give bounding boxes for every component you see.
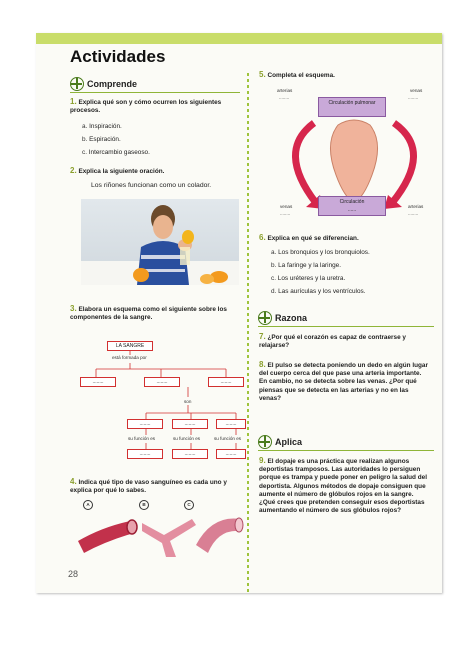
scheme-blank: ........ — [172, 419, 208, 429]
option: a. Los bronquios y los bronquiolos. — [271, 249, 370, 256]
scheme-label: está formada por — [112, 355, 147, 360]
section-underline — [70, 92, 240, 93]
option: a. Inspiración. — [82, 123, 122, 130]
scheme-blank: ........ — [279, 95, 290, 100]
scheme-lines — [76, 351, 246, 461]
option: c. Los uréteres y la uretra. — [271, 275, 346, 282]
scheme-label: venas — [280, 204, 293, 209]
cross-icon — [258, 311, 272, 325]
option: c. Intercambio gaseoso. — [82, 149, 150, 156]
section-title: Razona — [275, 313, 308, 323]
section-razona — [258, 311, 307, 325]
scheme-blank: ........ — [216, 449, 246, 459]
page-number: 28 — [68, 569, 79, 579]
cross-icon — [258, 435, 272, 449]
question-1: 1. Explica qué son y cómo ocurren los siguientes procesos. — [70, 97, 222, 115]
scheme-blank: ........ — [144, 377, 180, 387]
question-7: 7. ¿Por qué el corazón es capaz de contraerse y relajarse? — [259, 332, 406, 350]
scheme-blank: ........ — [408, 211, 419, 216]
question-8: 8. El pulso se detecta poniendo un dedo en algún lugar del cuerpo cerca del que pase una arteria importante. En cambio, no se detecta sobre las venas. ¿Por qué piensas que se detecta en las arterias y no en las venas? — [259, 360, 428, 402]
question-5: 5. Completa el esquema. — [259, 70, 335, 79]
section-title: Comprende — [87, 79, 138, 89]
vessel-label: B — [139, 500, 149, 510]
cross-icon — [70, 77, 84, 91]
circulation-label: Circulación — [339, 199, 365, 205]
scheme-blank: ........ — [280, 211, 291, 216]
question-4: 4. Indica qué tipo de vaso sanguíneo es cada uno y explica por qué lo sabes. — [70, 477, 227, 495]
scheme-label: su función es — [128, 436, 156, 441]
circulation-blank: ...... — [347, 207, 357, 213]
scheme-label: arterias — [277, 88, 293, 93]
question-9: 9. El dopaje es una práctica que realizan algunos deportistas tramposos. Las autoridades lo persiguen porque es trampa y puede poner en peligro la salud del deportista. Algunos métodos de dopaje consiguen que aumente el número de glóbulos rojos en la sangre. ¿Qué crees que pretenden conseguir esos deportistas aumentando el número de sus glóbulos rojos? — [259, 456, 427, 515]
scheme-label: su función es — [173, 436, 201, 441]
scheme-label: su función es — [214, 436, 242, 441]
worksheet-page — [36, 33, 442, 593]
top-color-bar — [36, 33, 442, 44]
section-underline — [258, 326, 434, 327]
scheme-label: venas — [410, 88, 423, 93]
section-aplica — [258, 435, 302, 449]
scheme-blank: ........ — [172, 449, 208, 459]
circulation-box — [318, 196, 386, 216]
blood-vessels-illustration — [72, 501, 244, 557]
column-divider — [247, 73, 249, 593]
option: b. Espiración. — [82, 136, 121, 143]
scheme-label: son — [184, 399, 192, 404]
page-title: Actividades — [70, 47, 166, 66]
scheme-blank: ........ — [127, 419, 163, 429]
kidney-sieve-photo — [81, 199, 239, 285]
sentence: Los riñones funcionan como un colador. — [91, 182, 212, 189]
question-2: 2. Explica la siguiente oración. — [70, 166, 165, 175]
scheme-blank: ........ — [408, 95, 419, 100]
option: d. Las aurículas y los ventrículos. — [271, 288, 366, 295]
question-6: 6. Explica en qué se diferencian. — [259, 233, 359, 242]
section-title: Aplica — [275, 437, 303, 447]
section-underline — [258, 450, 434, 451]
scheme-blank: ........ — [80, 377, 116, 387]
scheme-label: arterias — [408, 204, 424, 209]
option: b. La faringe y la laringe. — [271, 262, 342, 269]
vessel-label: A — [83, 500, 93, 510]
scheme-root: LA SANGRE — [107, 341, 153, 351]
question-3: 3. Elabora un esquema como el siguiente sobre los componentes de la sangre. — [70, 304, 227, 322]
scheme-blank: ........ — [127, 449, 163, 459]
vessel-label: C — [184, 500, 194, 510]
scheme-blank: ........ — [216, 419, 246, 429]
section-comprende — [70, 77, 137, 91]
scheme-blank: ........ — [208, 377, 244, 387]
pulmonary-circulation-box: Circulación pulmonar — [318, 97, 386, 117]
